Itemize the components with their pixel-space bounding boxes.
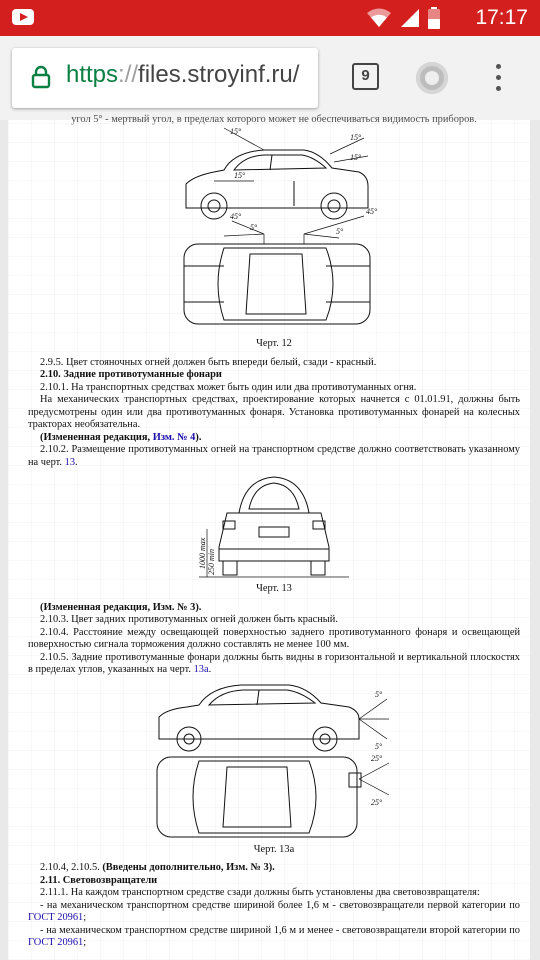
status-icons [366,7,440,29]
dimension-label: 1000 max [198,537,207,569]
browser-toolbar [0,36,540,120]
tab-switcher-button[interactable]: 9 [352,63,379,90]
status-bar [0,0,540,36]
figure-13-caption: Черт. 13 [256,583,292,594]
url-text[interactable] [66,61,299,89]
figure-13-link[interactable]: 13 [64,456,76,468]
angle-label: 25° [371,753,383,763]
heading-2-11: 2.11. Световозвращатели [40,874,158,886]
figure-13a-car-drawing [149,677,399,842]
angle-label: 15° [230,127,242,136]
lock-icon [32,66,50,88]
figure-12-car-drawing [154,126,394,336]
figure-13-rear-view-drawing [199,469,349,581]
angle-label: 5° [336,227,344,236]
youtube-notification-icon [12,9,34,25]
cut-off-text-line: угол 5° - мертвый угол, в пределах которого может не обеспечиваться видимость приборов. [71,114,477,125]
angle-label: 15° [234,171,246,180]
amendment-note-3: (Измененная редакция, Изм. № 3). [40,601,202,613]
paragraph-intro-note: 2.10.4, 2.10.5. (Введены дополнительно, Изм. № 3). [40,862,275,873]
amendment-note-4: (Измененная редакция, Изм. № 4). [40,431,202,443]
amendment-4-link[interactable]: Изм. № 4 [152,431,196,443]
wifi-icon [366,8,392,28]
gost-20961-link[interactable]: ГОСТ 20961 [28,912,84,923]
extension-icon[interactable] [416,62,448,94]
battery-icon [428,7,440,29]
angle-label: 45° [230,212,242,221]
angle-label: 15° [350,153,362,162]
angle-label: 25° [371,797,383,807]
angle-label: 5° [375,741,383,751]
overflow-menu-icon[interactable] [492,64,504,92]
paragraph-2-10-4: 2.10.4. Расстояние между освещающей поверхностью заднего противотуманного фонаря и освещающей поверхностью сигнала торможения должно составлять не менее 100 мм. [28,626,520,650]
paragraph-2-10-2: 2.10.2. Размещение противотуманных огней на транспортном средстве должно соответствовать указанному на черт. 13. [28,444,520,468]
url-host: files.stroyinf.ru/ [138,61,300,88]
document-page [8,114,530,960]
figure-13a-link[interactable]: 13а [193,664,209,675]
address-bar[interactable] [12,48,318,108]
signal-icon [400,8,420,28]
clock: 17:17 [475,6,528,29]
figure-13a-caption: Черт. 13а [253,843,295,855]
list-item-2: - на механическом транспортном средстве шириной 1,6 м и менее - световозвращатели второй категории по ГОСТ 20961; [28,924,520,948]
gost-20961-link[interactable]: ГОСТ 20961 [28,937,84,948]
paragraph-2-10-1: 2.10.1. На транспортных средствах может быть один или два противотуманных огня. [40,381,417,393]
paragraph-2-9-5: 2.9.5. Цвет стояночных огней должен быть впереди белый, сзади - красный. [40,356,377,368]
url-separator: :// [118,61,139,88]
paragraph-2-10-3: 2.10.3. Цвет задних противотуманных огней должен быть красный. [40,614,338,625]
document-content [28,114,520,950]
angle-label: 5° [250,223,258,232]
heading-2-10: 2.10. Задние противотуманные фонари [40,369,222,380]
dimension-label: 250 min [207,549,216,575]
url-scheme: https [66,61,119,88]
paragraph-2-11-1: 2.11.1. На каждом транспортном средстве сзади должны быть установлены два световозвращателя: [40,887,480,898]
figure-12-caption: Черт. 12 [256,338,292,349]
angle-label: 15° [350,133,362,142]
angle-label: 5° [375,689,383,699]
paragraph-2-10-1-continued: На механических транспортных средствах, проектирование которых начнется с 01.01.91, должны быть предусмотрены один или два противотуманных фонаря. Установка противотуманных фонарей на колесных тракторах необязательна. [28,394,520,430]
list-item-1: - на механическом транспортном средстве шириной более 1,6 м - световозвращатели первой категории по ГОСТ 20961; [28,899,520,923]
paragraph-2-10-5: 2.10.5. Задние противотуманные фонари должны быть видны в горизонтальной и вертикальной плоскостях в пределах углов, указанных на черт. 13а. [28,651,520,675]
angle-label: 45° [366,207,378,216]
